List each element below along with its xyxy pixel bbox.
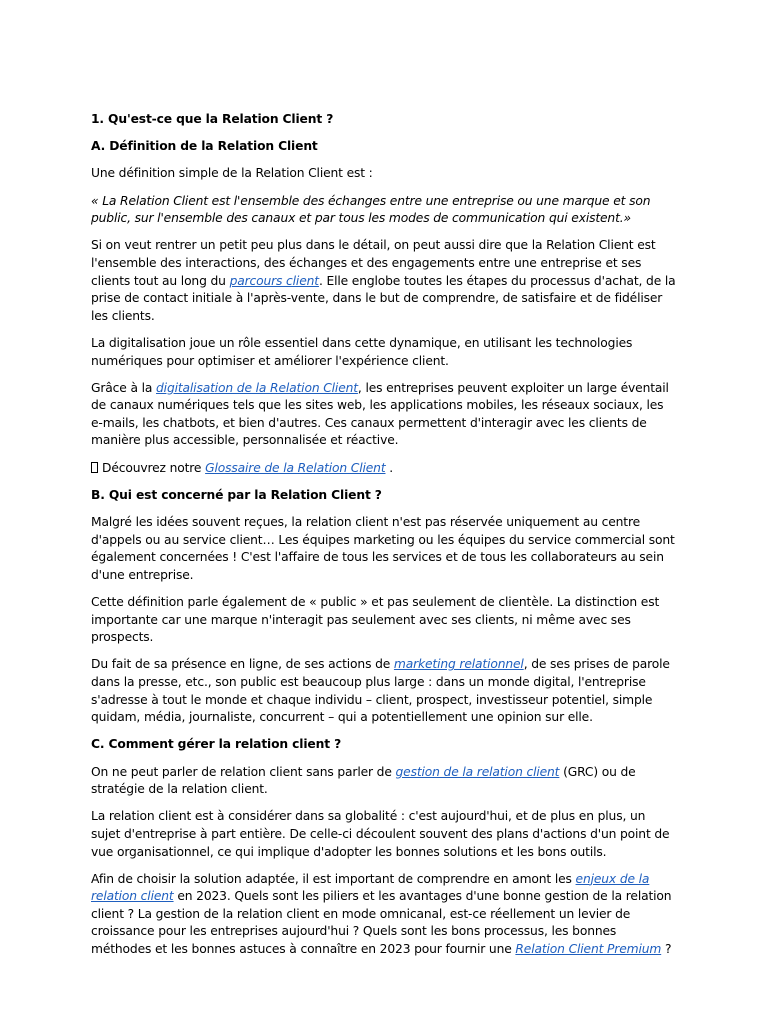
text-run: , les entreprises peuvent exploiter un large éventail de canaux numériques tels que les sites web, les applications mobiles, les réseaux sociaux, les e-mails, les chatbots, et bien d'autres. Ces canaux permettent d'interagir avec les clients de manière plus accessible, personnalisée et réactive.: [91, 380, 669, 448]
paragraph-enjeux: [91, 871, 678, 959]
text-run: Afin de choisir la solution adaptée, il est important de comprendre en amont les: [91, 871, 576, 886]
paragraph-presence-en-ligne: [91, 656, 678, 726]
link-parcours-client[interactable]: parcours client: [229, 273, 319, 288]
paragraph-idees-recues: Malgré les idées souvent reçues, la relation client n'est pas réservée uniquement au centre d'appels ou au service client… Les équipes marketing ou les équipes du service commercial sont également concernées ! C'est l'affaire de tous les services et de tous les collaborateurs au sein d'une entreprise.: [91, 515, 675, 582]
text-run: .: [385, 460, 394, 475]
text-run: en 2023. Quels sont les piliers et les avantages d'une bonne gestion de la relation client ? La gestion de la relation client en mode omnicanal, est-ce réellement un levier de croissance pour les entreprises aujourd'hui ? Quels sont les bons processus, les bonnes méthodes et les bonnes astuces à connaître en 2023 pour fournir une: [91, 889, 672, 957]
link-enjeux-relation-client[interactable]: enjeux de la relation client: [91, 871, 650, 904]
paragraph-canaux: [91, 380, 678, 450]
link-digitalisation[interactable]: digitalisation de la Relation Client: [156, 380, 358, 395]
subsection-heading-c: C. Comment gérer la relation client ?: [91, 737, 342, 752]
definition-quote: « La Relation Client est l'ensemble des échanges entre une entreprise ou une marque et son public, sur l'ensemble des canaux et par tous les modes de communication qui existent.»: [91, 193, 651, 226]
paragraph-details: [91, 237, 678, 325]
paragraph-digitalisation: La digitalisation joue un rôle essentiel dans cette dynamique, en utilisant les technologies numériques pour optimiser et améliorer l'expérience client.: [91, 335, 633, 368]
link-glossaire[interactable]: Glossaire de la Relation Client: [205, 460, 386, 475]
paragraph-definition-intro: Une définition simple de la Relation Client est :: [91, 166, 373, 181]
subsection-heading-a: A. Définition de la Relation Client: [91, 139, 318, 154]
text-run: (GRC) ou de stratégie de la relation client.: [91, 764, 636, 797]
text-run: , de ses prises de parole dans la presse, etc., son public est beaucoup plus large : dans un monde digital, l'entreprise s'adresse à tout le monde et chaque individu – client, prospect, investisseur potentiel, simple quidam, média, journaliste, concurrent – qui a potentiellement une opinion sur elle.: [91, 657, 670, 725]
paragraph-public: Cette définition parle également de « public » et pas seulement de clientèle. La distinction est importante car une marque n'interagit pas seulement avec ses clients, ni même avec ses prospects.: [91, 595, 660, 645]
text-run: Du fait de sa présence en ligne, de ses actions de: [91, 657, 394, 672]
paragraph-globalite: La relation client est à considérer dans sa globalité : c'est aujourd'hui, et de plus en plus, un sujet d'entreprise à part entière. De celle-ci découlent souvent des plans d'actions d'un point de vue organisationnel, ce qui implique d'adopter les bonnes solutions et les bons outils.: [91, 809, 670, 859]
paragraph-grc: [91, 764, 678, 799]
text-run: On ne peut parler de relation client sans parler de: [91, 764, 396, 779]
text-run: Découvrez notre: [102, 460, 206, 475]
text-run: Si on veut rentrer un petit peu plus dans le détail, on peut aussi dire que la Relation Client est l'ensemble des interactions, des échanges et des engagements entre une entreprise et ses clients tout au long du: [91, 238, 656, 288]
missing-glyph-icon: [91, 462, 98, 473]
text-run: Grâce à la: [91, 380, 157, 395]
text-run: . Elle englobe toutes les étapes du processus d'achat, de la prise de contact initiale à l'après-vente, dans le but de comprendre, de satisfaire et de fidéliser les clients.: [91, 273, 676, 323]
text-run: ?: [661, 942, 672, 957]
link-relation-client-premium[interactable]: Relation Client Premium: [515, 942, 662, 957]
link-marketing-relationnel[interactable]: marketing relationnel: [393, 657, 524, 672]
paragraph-glossaire: [91, 460, 678, 478]
section-heading-1: 1. Qu'est-ce que la Relation Client ?: [91, 112, 334, 126]
subsection-heading-b: B. Qui est concerné par la Relation Client ?: [91, 487, 382, 502]
link-gestion-relation-client[interactable]: gestion de la relation client: [395, 764, 560, 779]
